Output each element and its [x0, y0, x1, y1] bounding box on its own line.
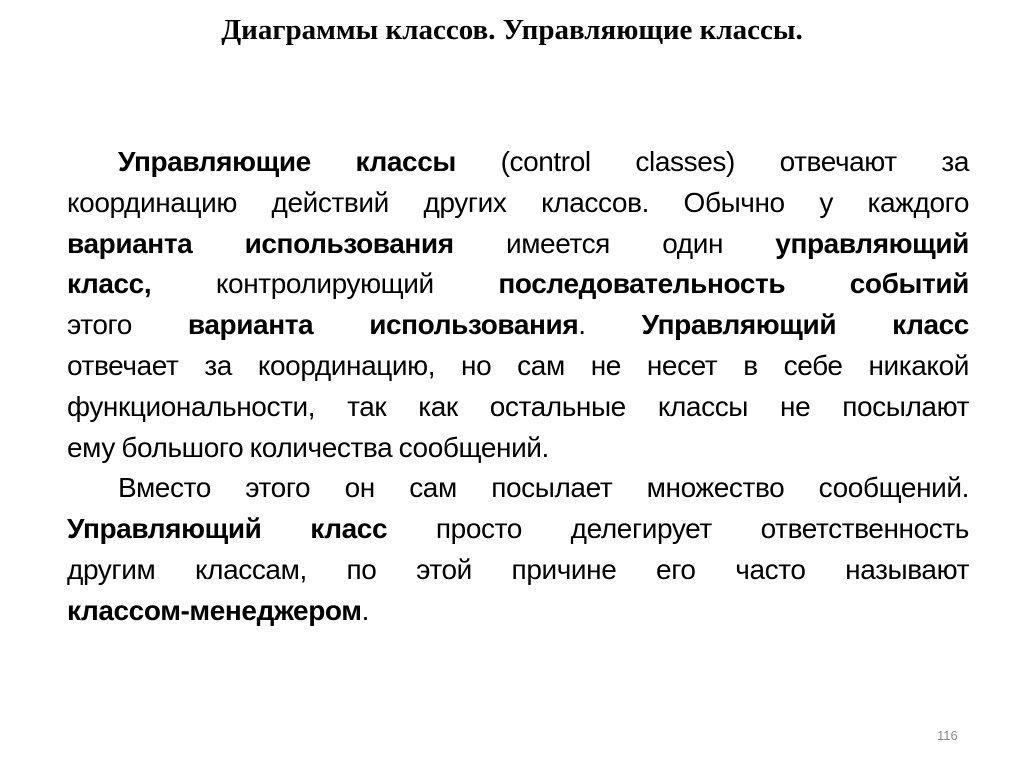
bold-term: Управляющий класс — [67, 513, 388, 545]
text-segment: . — [578, 309, 642, 341]
text-line — [67, 468, 969, 509]
text-line — [67, 387, 969, 428]
text-segment: этого — [67, 309, 188, 341]
text-line — [67, 142, 969, 183]
text-segment: просто делегирует ответственность — [387, 513, 969, 545]
bold-term: класс, — [67, 268, 152, 300]
text-segment: функциональности, так как остальные классы не посылают — [67, 390, 969, 422]
slide-title: Диаграммы классов. Управляющие классы. — [221, 14, 803, 46]
text-line — [67, 550, 969, 591]
text-segment: ему большого количества сообщений. — [67, 431, 549, 463]
text-line — [67, 509, 969, 550]
text-line — [67, 346, 969, 387]
text-line — [67, 183, 969, 224]
text-segment: контролирующий — [151, 268, 499, 300]
bold-term: варианта использования — [67, 227, 454, 259]
bold-term: Управляющие классы — [118, 146, 456, 177]
page-number: 116 — [937, 728, 958, 743]
bold-term: управляющий — [775, 227, 969, 259]
text-line — [67, 224, 969, 265]
text-segment: (control classes) отвечают за — [455, 146, 970, 177]
slide-body-text — [67, 142, 969, 632]
text-segment: отвечает за координацию, но сам не несет в себе никакой — [67, 349, 969, 381]
text-segment: имеется один — [453, 227, 776, 259]
text-line — [67, 428, 969, 469]
text-segment: . — [361, 594, 369, 626]
text-segment: координацию действий других классов. Обычно у каждого — [67, 186, 969, 218]
bold-term: последовательность событий — [498, 268, 969, 300]
bold-term: Управляющий класс — [641, 309, 969, 341]
bold-term: классом-менеджером — [67, 594, 362, 626]
text-line — [67, 305, 969, 346]
text-line — [67, 591, 969, 632]
bold-term: варианта использования — [187, 309, 579, 341]
text-line — [67, 264, 969, 305]
text-segment: другим классам, по этой причине его часто называют — [67, 553, 969, 585]
text-segment: Вместо этого он сам посылает множество сообщений. — [118, 472, 969, 504]
